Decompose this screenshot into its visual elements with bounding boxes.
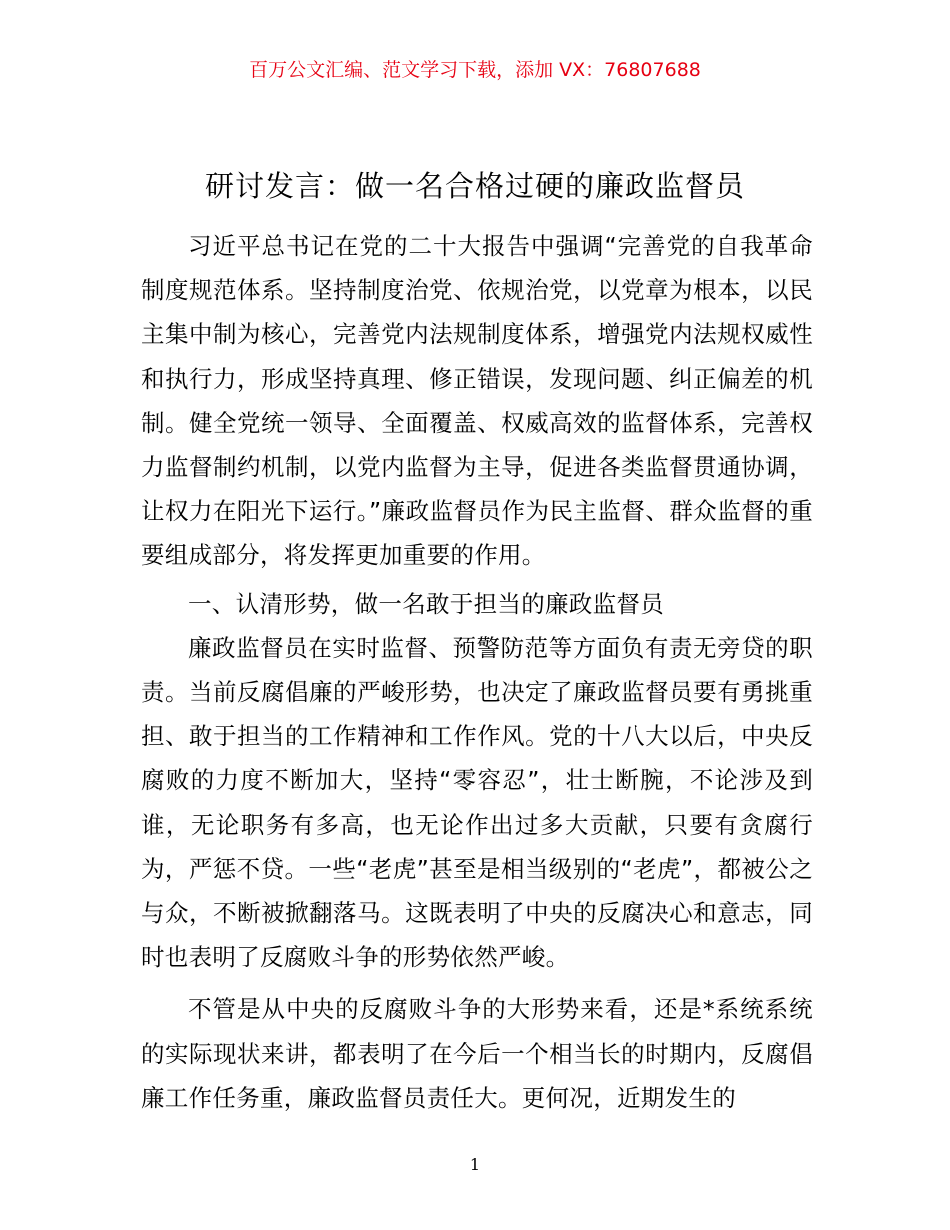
header-banner: 百万公文汇编、范文学习下载，添加 VX：76807688 xyxy=(249,59,701,81)
paragraph-section-1: 廉政监督员在实时监督、预警防范等方面负有责无旁贷的职责。当前反腐倡廉的严峻形势，也决定了廉政监督员要有勇挑重担、敢于担当的工作精神和工作作风。党的十八大以后，中央反腐败的力度不断加大，坚持“零容忍”，壮士断腕，不论涉及到谁，无论职务有多高，也无论作出过多大贡献，只要有贪腐行为，严惩不贷。一些“老虎”甚至是相当级别的“老虎”，都被公之与众，不断被掀翻落马。这既表明了中央的反腐决心和意志，同时也表明了反腐败斗争的形势依然严峻。 xyxy=(141,633,813,972)
document-title: 研讨发言：做一名合格过硬的廉政监督员 xyxy=(204,169,745,203)
document-body xyxy=(141,224,813,1120)
paragraph-intro: 习近平总书记在党的二十大报告中强调“完善党的自我革命制度规范体系。坚持制度治党、依规治党，以党章为根本，以民主集中制为核心，完善党内法规制度体系，增强党内法规权威性和执行力，形成坚持真理、修正错误，发现问题、纠正偏差的机制。健全党统一领导、全面覆盖、权威高效的监督体系，完善权力监督制约机制，以党内监督为主导，促进各类监督贯通协调，让权力在阳光下运行。”廉政监督员作为民主监督、群众监督的重要组成部分，将发挥更加重要的作用。 xyxy=(141,232,813,570)
paragraph-section-1-cont: 不管是从中央的反腐败斗争的大形势来看，还是*系统系统的实际现状来讲，都表明了在今后一个相当长的时期内，反腐倡廉工作任务重，廉政监督员责任大。更何况，近期发生的 xyxy=(141,995,813,1112)
section-heading-1: 一、认清形势，做一名敢于担当的廉政监督员 xyxy=(188,589,664,618)
page-number: 1 xyxy=(469,1155,481,1174)
